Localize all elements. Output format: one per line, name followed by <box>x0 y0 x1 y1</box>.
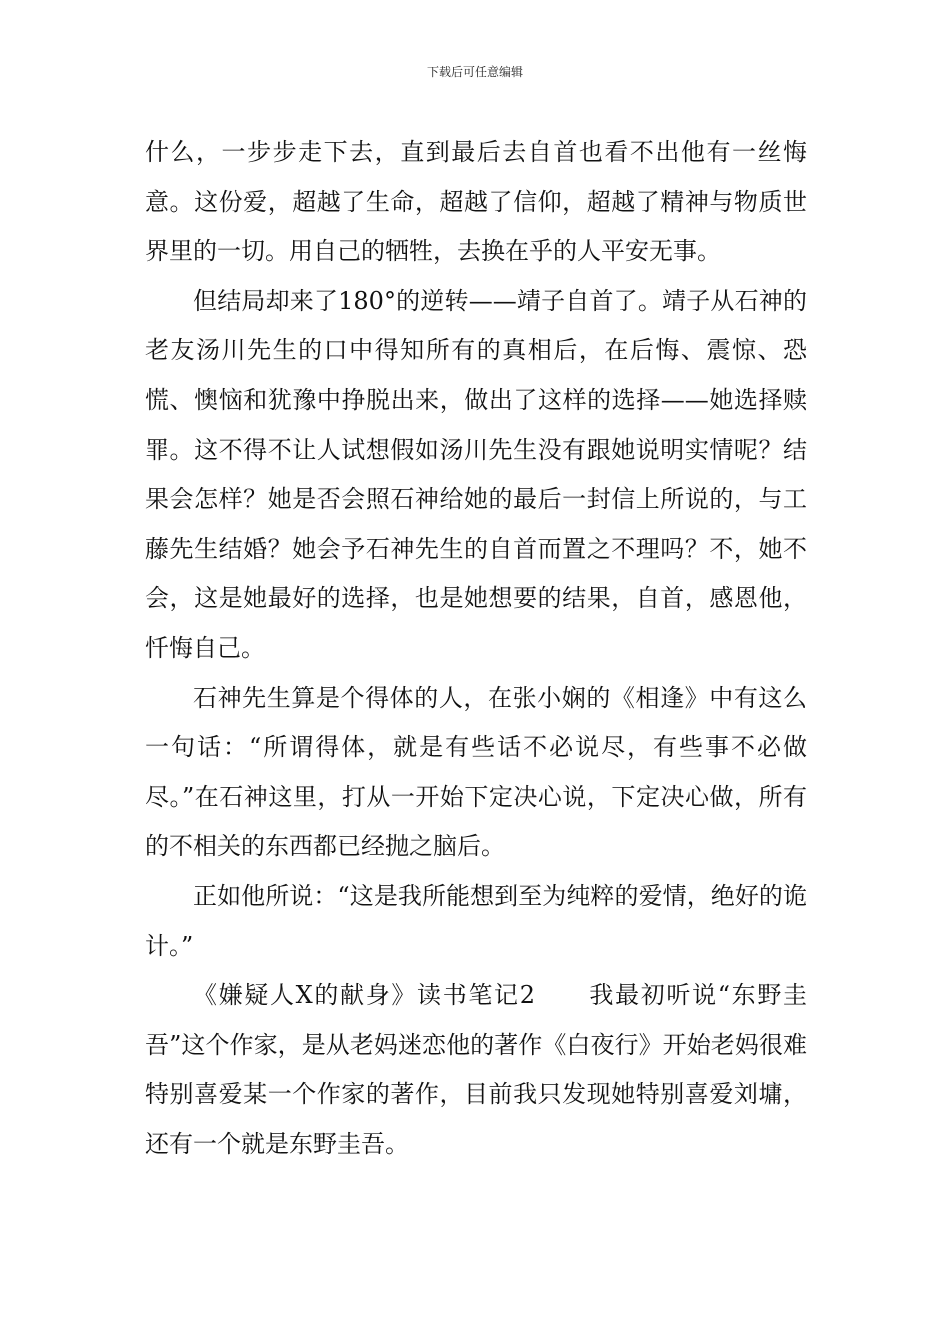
paragraph-1: 什么，一步步走下去，直到最后去自首也看不出他有一丝悔意。这份爱，超越了生命，超越了信仰，超越了精神与物质世界里的一切。用自己的牺牲，去换在乎的人平安无事。 <box>145 138 807 266</box>
paragraph-5 <box>145 971 807 1169</box>
page-header: 下载后可任意编辑 <box>426 65 523 79</box>
paragraph-3: 石神先生算是个得体的人，在张小娴的《相逢》中有这么一句话：“所谓得体，就是有些话不必说尽，有些事不必做尽。”在石神这里，打从一开始下定决心说，下定决心做，所有的不相关的东西都已经抛之脑后。 <box>145 683 807 861</box>
section-text: 我最初听说“东野圭吾”这个作家，是从老妈迷恋他的著作《白夜行》开始老妈很难特别喜爱某一个作家的著作，目前我只发现她特别喜爱刘墉，还有一个就是东野圭吾。 <box>145 981 807 1158</box>
section-title: 《嫌疑人X的献身》读书笔记2 <box>193 981 535 1010</box>
paragraph-4: 正如他所说：“这是我所能想到至为纯粹的爱情，绝好的诡计。” <box>145 881 807 960</box>
paragraph-2: 但结局却来了180°的逆转——靖子自首了。靖子从石神的老友汤川先生的口中得知所有的真相后，在后悔、震惊、恐慌、懊恼和犹豫中挣脱出来，做出了这样的选择——她选择赎罪。这不得不让人试想假如汤川先生没有跟她说明实情呢？结果会怎样？她是否会照石神给她的最后一封信上所说的，与工藤先生结婚？她会予石神先生的自首而置之不理吗？不，她不会，这是她最好的选择，也是她想要的结果，自首，感恩他，忏悔自己。 <box>145 286 807 662</box>
document-body <box>145 128 807 1169</box>
